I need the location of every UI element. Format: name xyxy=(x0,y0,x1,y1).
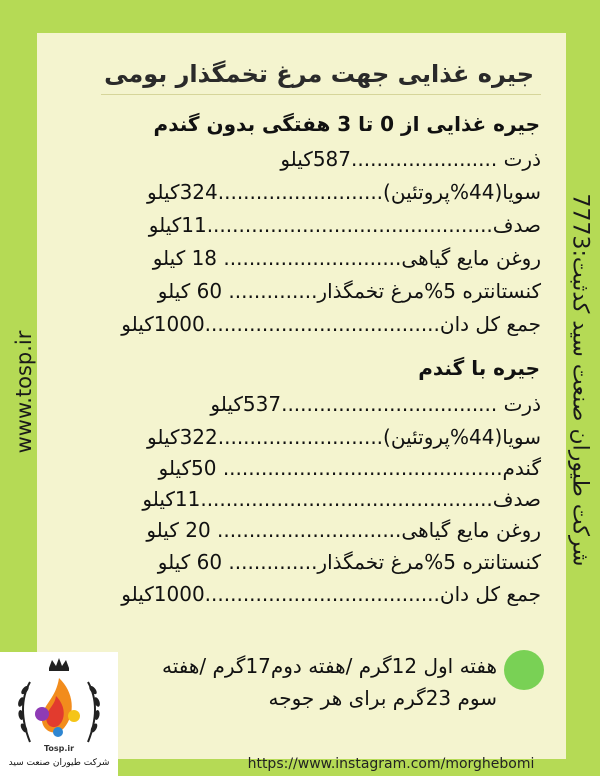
section2-row: روغن مایع گیاهی............................. 20 کیلو xyxy=(146,518,541,542)
side-website-text: www.tosp.ir xyxy=(12,330,36,454)
section2-row: گندم............................................ 50کیلو xyxy=(158,456,541,480)
logo-company-name: شرکت طیوران صنعت سید xyxy=(8,758,110,768)
section2-row: ذرت ..................................537کیلو xyxy=(210,392,541,416)
side-company-text: شرکت طیوران صنعت سید کدثبت:7773 xyxy=(567,193,593,567)
section1-row: ذرت .......................587کیلو xyxy=(280,147,541,171)
bullet-circle-icon xyxy=(504,650,544,690)
logo-brand: Tosp.ir xyxy=(43,744,75,753)
section1-title: جیره غذایی از 0 تا 3 هفتگی بدون گندم xyxy=(153,112,540,136)
section1-row: جمع کل دان.....................................1000کیلو xyxy=(121,312,541,336)
section1-row: روغن مایع گیاهی............................ 18 کیلو xyxy=(152,246,541,270)
company-logo xyxy=(0,652,118,776)
main-title: جیره غذایی جهت مرغ تخمگذار بومی xyxy=(104,60,534,88)
feeding-note-line1: هفته اول 12گرم /هفته دوم17گرم /هفته xyxy=(161,654,497,678)
title-divider xyxy=(101,94,541,95)
section2-row: صدف..............................................11کیلو xyxy=(142,487,541,511)
section2-row: کنستانتره 5%مرغ تخمگذار.............. 60 کیلو xyxy=(157,550,541,574)
feeding-note xyxy=(60,650,497,714)
section1-row: صدف.............................................11کیلو xyxy=(148,213,541,237)
section1-row: کنستانتره 5%مرغ تخمگذار.............. 60 کیلو xyxy=(157,279,541,303)
feeding-note-line2: سوم 23گرم برای هر جوجه xyxy=(268,686,497,710)
section2-row: سویا(44%پروتئین)..........................322کیلو xyxy=(147,425,541,449)
instagram-link[interactable]: https://www.instagram.com/morghebomi xyxy=(247,756,535,772)
section2-row: جمع کل دان.....................................1000کیلو xyxy=(121,582,541,606)
section1-row: سویا(44%پروتئین)..........................324کیلو xyxy=(147,180,541,204)
section2-title: جیره با گندم xyxy=(418,356,540,380)
